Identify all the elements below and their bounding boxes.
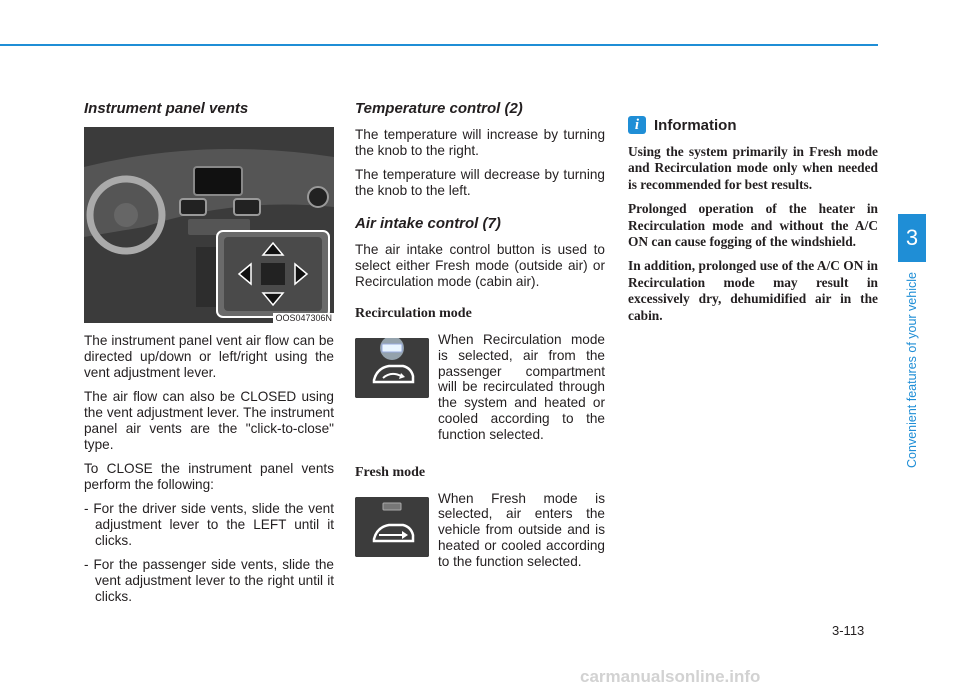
- list-item: - For the passenger side vents, slide the vent adjustment lever to the right until it clicks.: [84, 557, 334, 604]
- fresh-air-button-illustration: [355, 497, 429, 557]
- fresh-mode-block: [355, 491, 605, 570]
- paragraph: The instrument panel vent air flow can be directed up/down or left/right using the vent adjustment lever.: [84, 333, 334, 380]
- chapter-tab: [898, 214, 926, 262]
- information-box: [628, 116, 878, 332]
- page-number: 3-113: [832, 623, 865, 638]
- fresh-description: When Fresh mode is selected, air enters the vehicle from outside and is heated or cooled according to the function selected.: [438, 490, 605, 569]
- paragraph: The air intake control button is used to select either Fresh mode (outside air) or Recirculation mode (cabin air).: [355, 242, 605, 289]
- paragraph: The air flow can also be CLOSED using the vent adjustment lever. The instrument panel air vents are the "click-to-close" type.: [84, 389, 334, 452]
- subheading-recirculation-mode: Recirculation mode: [355, 306, 472, 321]
- recirculation-mode-icon: [355, 338, 429, 398]
- recirculation-mode-block: [355, 332, 605, 443]
- dashboard-illustration-svg: [84, 127, 334, 323]
- information-paragraph: In addition, prolonged use of the A/C ON in Recirculation mode may result in excessively dry, dehumidified air in the cabin.: [628, 258, 878, 323]
- dashboard-vent-illustration: [84, 127, 334, 323]
- subheading-fresh-mode: Fresh mode: [355, 464, 426, 480]
- top-rule: [0, 44, 878, 46]
- information-icon: i: [628, 116, 646, 134]
- section-heading-temperature-control: Temperature control (2): [355, 100, 523, 117]
- information-paragraph: Prolonged operation of the heater in Recirculation mode and without the A/C ON can cause fogging of the windshield.: [628, 201, 878, 250]
- column-instrument-panel-vents: [84, 100, 334, 613]
- recirculation-description: When Recirculation mode is selected, air from the passenger compartment will be recirculated through the system and heated or cooled according to the function selected.: [438, 332, 605, 442]
- information-paragraph: Using the system primarily in Fresh mode and Recirculation mode only when needed is recommended for best results.: [628, 144, 878, 192]
- section-heading-instrument-panel-vents: Instrument panel vents: [84, 100, 249, 117]
- list-item: - For the driver side vents, slide the vent adjustment lever to the LEFT until it clicks.: [84, 501, 334, 548]
- information-header: [628, 116, 878, 134]
- paragraph: The temperature will decrease by turning the knob to the left.: [355, 167, 605, 198]
- recirculation-button-illustration: [355, 338, 429, 398]
- column-temperature-air-intake: [355, 100, 605, 570]
- figure-code: OOS047306N: [275, 313, 332, 323]
- paragraph: To CLOSE the instrument panel vents perform the following:: [84, 461, 334, 492]
- section-heading-air-intake-control: Air intake control (7): [355, 215, 501, 232]
- chapter-label: Convenient features of your vehicle: [905, 272, 919, 468]
- chapter-number: 3: [905, 225, 919, 250]
- information-title: Information: [654, 116, 737, 134]
- paragraph: The temperature will increase by turning the knob to the right.: [355, 127, 605, 158]
- fresh-mode-icon: [355, 497, 429, 557]
- watermark: carmanualsonline.info: [580, 667, 761, 686]
